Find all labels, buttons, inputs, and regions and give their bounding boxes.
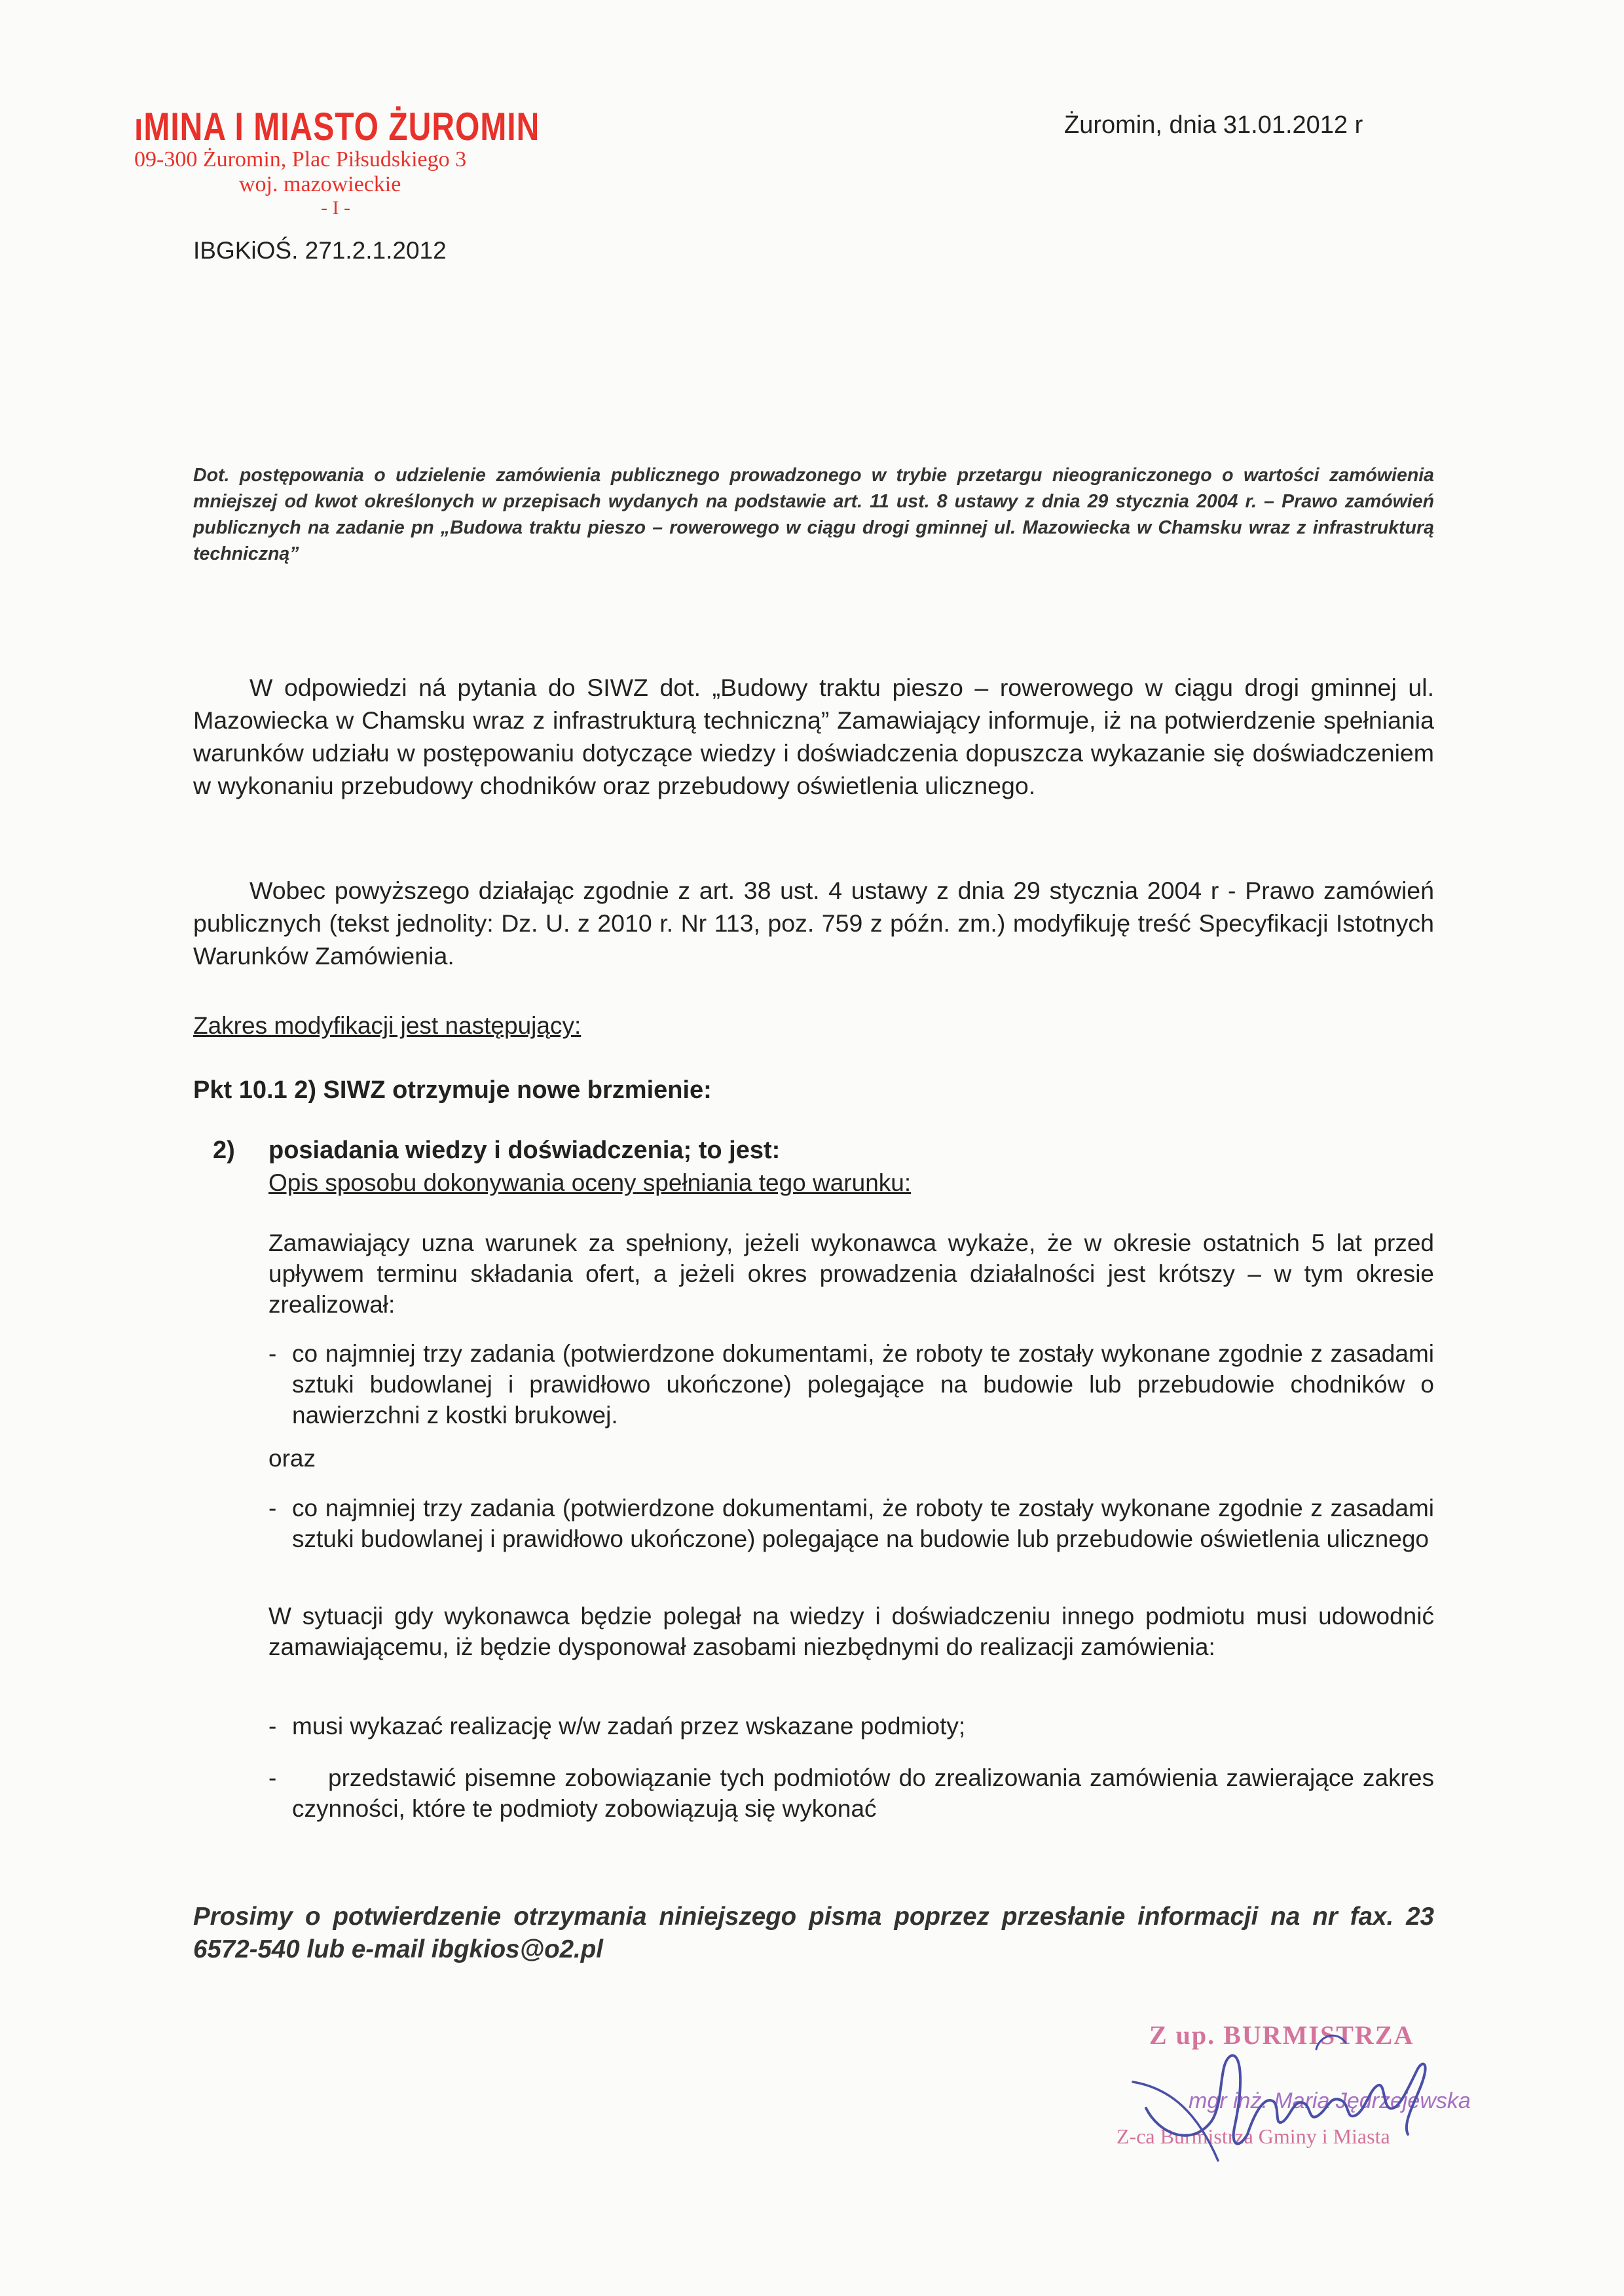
date-line: Żuromin, dnia 31.01.2012 r bbox=[1064, 111, 1363, 139]
subject-paragraph: Dot. postępowania o udzielenie zamówienia publicznego prowadzonego w trybie przetargu nieograniczonego o wartości zamówienia mniejszej od kwot określonych w przepisach wydanych na podstawie art. 11 ust. 8 ustawy z dnia 29 stycznia 2004 r. – Prawo zamówień publicznych na zadanie pn „Budowa traktu pieszo – rowerowego w ciągu drogi gminnej ul. Mazowiecka w Chamsku wraz z infrastrukturą techniczną” bbox=[193, 465, 1434, 564]
pkt-heading: Pkt 10.1 2) SIWZ otrzymuje nowe brzmienie: bbox=[193, 1076, 712, 1104]
stamp-signer-title: Z-ca Burmistrza Gminy i Miasta bbox=[1116, 2124, 1390, 2148]
stamp-authorization: Z up. BURMISTRZA bbox=[1149, 2020, 1414, 2050]
stamp-mark: - I - bbox=[321, 197, 350, 219]
conjunction-text: oraz bbox=[268, 1445, 316, 1472]
list-item bbox=[268, 1493, 1434, 1554]
handwritten-signature bbox=[1120, 2023, 1460, 2167]
office-region: woj. mazowieckie bbox=[239, 172, 401, 196]
paragraph-response: W odpowiedzi ná pytania do SIWZ dot. „Budowy traktu pieszo – rowerowego w ciągu drogi gminnej ul. Mazowiecka w Chamsku wraz z infrastrukturą techniczną” Zamawiający informuje, iż na potwierdzenie spełniania warunków udziału w postępowaniu dotyczące wiedzy i doświadczenia dopuszcza wykazanie się doświadczeniem w wykonaniu przebudowy chodników oraz przebudowy oświetlenia ulicznego. bbox=[193, 674, 1434, 799]
bullet-text-sidewalks: co najmniej trzy zadania (potwierdzone dokumentami, że roboty te zostały wykonane zgodnie z zasadami sztuki budowlanej i prawidłowo ukończone) polegające na budowie lub przebudowie chodników o nawierzchni z kostki brukowej. bbox=[292, 1340, 1434, 1429]
situation-paragraph: W sytuacji gdy wykonawca będzie polegał na wiedzy i doświadczeniu innego podmiotu musi udowodnić zamawiającemu, iż będzie dysponował zasobami niezbędnymi do realizacji zamówienia: bbox=[268, 1603, 1434, 1660]
item-title: posiadania wiedzy i doświadczenia; to jest: bbox=[268, 1137, 781, 1164]
modification-heading: Zakres modyfikacji jest następujący: bbox=[193, 1012, 581, 1039]
letterhead-stamp bbox=[134, 105, 540, 219]
stamp-signer-name: mgr inż. Maria Jędrzejewska bbox=[1189, 2088, 1471, 2113]
duty-text-1: musi wykazać realizację w/w zadań przez wskazane podmioty; bbox=[292, 1713, 966, 1740]
requirement-paragraph: Zamawiający uzna warunek za spełniony, jeżeli wykonawca wykaże, że w okresie ostatnich 5 lat przed upływem terminu składania ofert, a jeżeli okres prowadzenia działalności jest krótszy – w tym okresie zrealizował: bbox=[268, 1230, 1434, 1318]
bullet-dash: - bbox=[268, 1340, 277, 1367]
office-name: ıMINA I MIASTO ŻUROMIN bbox=[134, 105, 540, 149]
reference-number: IBGKiOŚ. 271.2.1.2012 bbox=[193, 237, 447, 264]
bullet-dash: - bbox=[268, 1764, 277, 1791]
list-item bbox=[268, 1762, 1434, 1824]
duty-text-2: przedstawić pisemne zobowiązanie tych podmiotów do zrealizowania zamówienia zawierające zakres czynności, które te podmioty zobowiązują się wykonać bbox=[292, 1764, 1434, 1822]
paragraph-legal-basis: Wobec powyższego działając zgodnie z art. 38 ust. 4 ustawy z dnia 29 stycznia 2004 r - Prawo zamówień publicznych (tekst jednolity: Dz. U. z 2010 r. Nr 113, poz. 759 z późn. zm.) modyfikuję treść Specyfikacji Istotnych Warunków Zamówienia. bbox=[193, 877, 1434, 970]
list-item bbox=[268, 1338, 1434, 1430]
list-item bbox=[268, 1711, 1434, 1741]
item-subtitle: Opis sposobu dokonywania oceny spełniania tego warunku: bbox=[268, 1169, 912, 1196]
bullet-text-lighting: co najmniej trzy zadania (potwierdzone dokumentami, że roboty te zostały wykonane zgodnie z zasadami sztuki budowlanej i prawidłowo ukończone) polegające na budowie lub przebudowie oświetlenia ulicznego bbox=[292, 1495, 1434, 1552]
bullet-dash: - bbox=[268, 1495, 277, 1522]
bullet-dash: - bbox=[268, 1713, 277, 1740]
closing-request: Prosimy o potwierdzenie otrzymania niniejszego pisma poprzez przesłanie informacji na nr fax. 23 6572-540 lub e-mail ibgkios@o2.pl bbox=[193, 1903, 1434, 1963]
office-address: 09-300 Żuromin, Plac Piłsudskiego 3 bbox=[134, 147, 467, 172]
signature-stamp bbox=[1074, 2003, 1532, 2174]
item-number: 2) bbox=[213, 1137, 235, 1164]
